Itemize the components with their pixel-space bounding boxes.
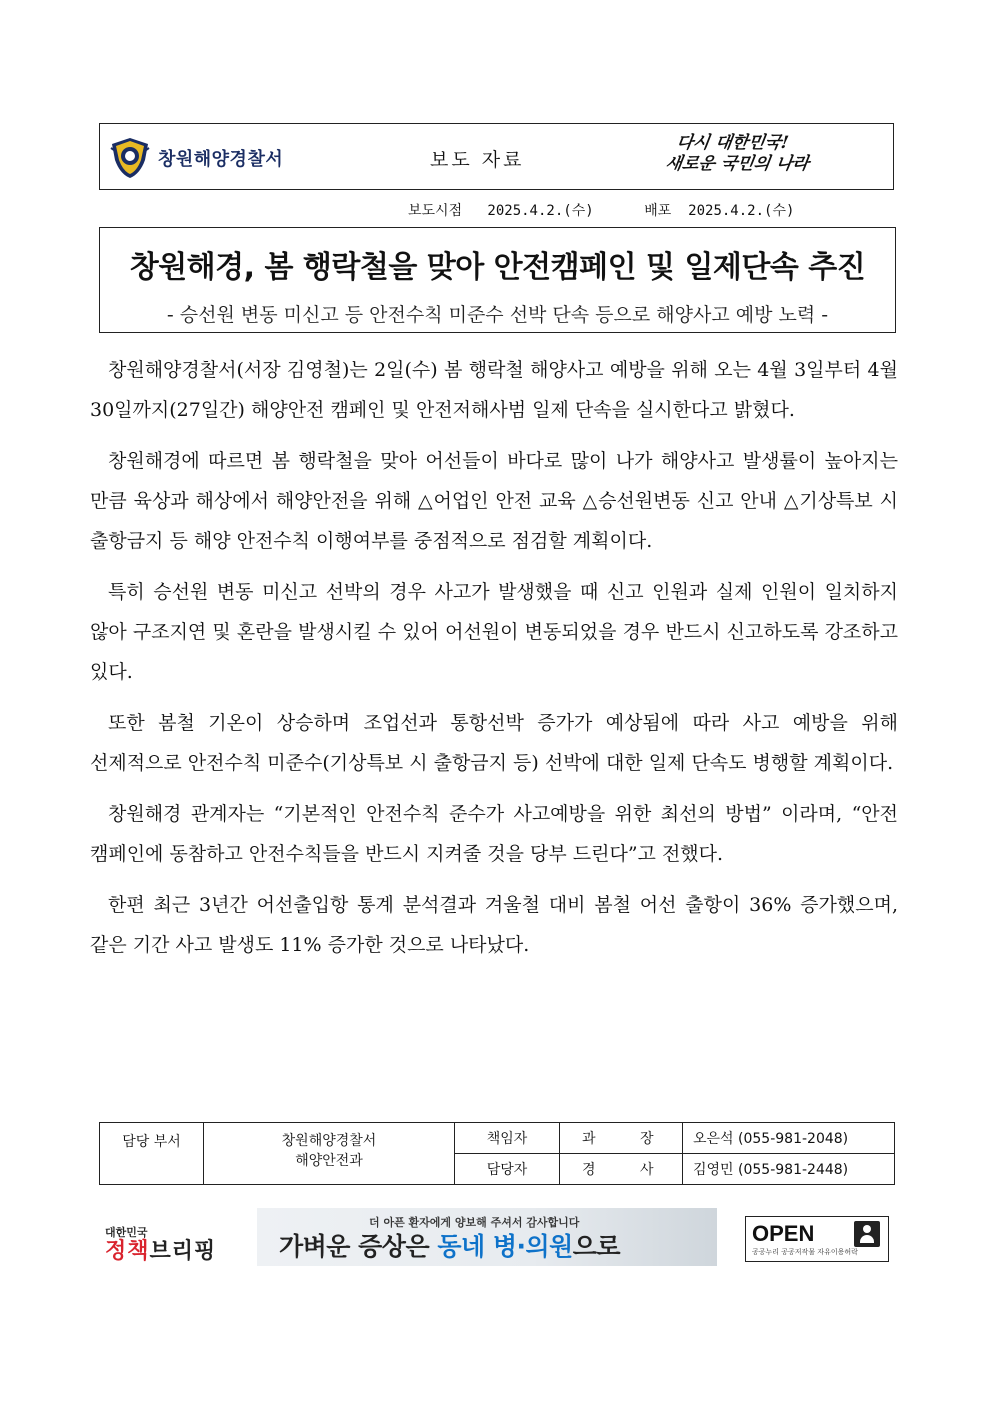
paragraph: 창원해양경찰서(서장 김영철)는 2일(수) 봄 행락철 해양사고 예방을 위해 오는 4월 3일부터 4월 30일까지(27일간) 해양안전 캠페인 및 안전저해사범 일제 단속을 실시한다고 밝혔다.: [90, 359, 898, 421]
release-label: 보도시점: [408, 203, 463, 219]
open-word: OPEN: [752, 1221, 815, 1246]
header-box: [99, 123, 894, 190]
distribute-label: 배포: [644, 203, 672, 219]
article-body: [90, 350, 898, 976]
title-box: [99, 227, 896, 333]
coast-guard-emblem-icon: [110, 136, 150, 180]
brand-dark-text: 브리핑: [149, 1239, 217, 1264]
banner-main-a: 가벼운 증상은: [279, 1232, 438, 1261]
brand-small-text: 대한민국: [105, 1226, 148, 1239]
banner-main-b: 동네 병·의원: [437, 1232, 573, 1261]
slogan: [664, 133, 878, 175]
slogan-line-2: 새로운 국민의 나라: [664, 154, 811, 174]
table-row: [100, 1123, 895, 1154]
paragraph: 창원해경 관계자는 “기본적인 안전수칙 준수가 사고예방을 위한 최선의 방법” 이라며, “안전 캠페인에 동참하고 안전수칙들을 반드시 지켜줄 것을 당부 드린다”고 전했다.: [90, 803, 898, 865]
document-type: 보도 자료: [430, 149, 525, 171]
policy-briefing-logo: [105, 1224, 216, 1264]
paragraph: 특히 승선원 변동 미신고 선박의 경우 사고가 발생했을 때 신고 인원과 실제 인원이 일치하지 않아 구조지연 및 혼란을 발생시킬 수 있어 어선원이 변동되었을 경우 반드시 신고하도록 강조하고 있다.: [90, 581, 898, 683]
brand-big-text: [105, 1240, 216, 1264]
banner-main-text: [279, 1227, 620, 1263]
headline: 창원해경, 봄 행락철을 맞아 안전캠페인 및 일제단속 추진: [129, 250, 866, 285]
release-info: [408, 200, 794, 220]
contact-table: [99, 1122, 895, 1185]
dept-header: 담당 부서: [100, 1123, 204, 1185]
footer: [0, 1206, 992, 1268]
brand-red-text: 정책: [105, 1239, 150, 1264]
role-cell: 담당자: [455, 1154, 560, 1185]
banner-top-text: 더 아픈 환자에게 양보해 주셔서 감사합니다: [369, 1216, 580, 1229]
dept-line-2: 해양안전과: [295, 1153, 363, 1169]
paragraph: 또한 봄철 기온이 상승하며 조업선과 통항선박 증가가 예상됨에 따라 사고 예방을 위해 선제적으로 안전수칙 미준수(기상특보 시 출항금지 등) 선박에 대한 일제 단속도 병행할 계획이다.: [90, 712, 898, 774]
open-subtext: 공공누리 공공저작물 자유이용허락: [752, 1248, 858, 1256]
role-cell: 책임자: [455, 1123, 560, 1154]
dept-name: [204, 1123, 455, 1185]
attribution-person-icon: [854, 1221, 880, 1247]
dept-line-1: 창원해양경찰서: [281, 1133, 377, 1149]
distribute-date: 2025.4.2.(수): [688, 203, 795, 219]
person-cell: 오은석 (055-981-2048): [683, 1123, 895, 1154]
release-date: 2025.4.2.(수): [487, 203, 594, 219]
campaign-banner: [257, 1208, 717, 1266]
kogl-open-badge: [745, 1216, 889, 1262]
slogan-line-1: 다시 대한민국!: [675, 133, 790, 153]
paragraph: 창원해경에 따르면 봄 행락철을 맞아 어선들이 바다로 많이 나가 해양사고 발생률이 높아지는 만큼 육상과 해상에서 해양안전을 위해 △어업인 안전 교육 △승선원변동 신고 안내 △기상특보 시 출항금지 등 해양 안전수칙 이행여부를 중점적으로 점검할 계획이다.: [90, 450, 898, 552]
person-cell: 김영민 (055-981-2448): [683, 1154, 895, 1185]
position-cell: 경 사: [560, 1154, 683, 1185]
org-name: 창원해양경찰서: [158, 149, 284, 170]
paragraph: 한편 최근 3년간 어선출입항 통계 분석결과 겨울철 대비 봄철 어선 출항이 36% 증가했으며, 같은 기간 사고 발생도 11% 증가한 것으로 나타났다.: [90, 894, 898, 956]
position-cell: 과 장: [560, 1123, 683, 1154]
org-logo: [110, 136, 283, 180]
banner-main-c: 으로: [572, 1232, 621, 1261]
subheadline: - 승선원 변동 미신고 등 안전수칙 미준수 선박 단속 등으로 해양사고 예방 노력 -: [166, 304, 829, 326]
